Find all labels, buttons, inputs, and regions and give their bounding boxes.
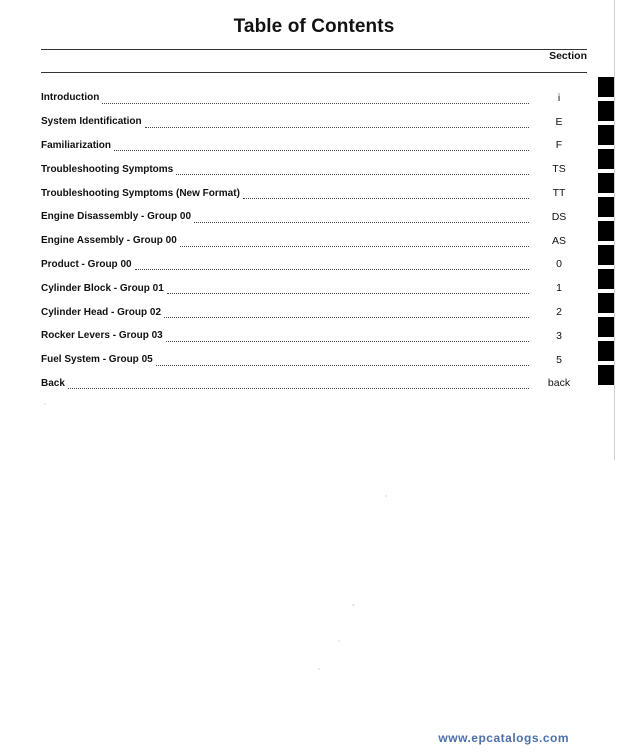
dot-leader xyxy=(180,237,529,247)
toc-entry-title[interactable]: Fuel System - Group 05 xyxy=(41,354,153,366)
toc-entry-product[interactable] xyxy=(41,253,585,277)
dot-leader xyxy=(166,332,529,342)
section-tab-marker[interactable] xyxy=(598,125,614,145)
scan-speckle xyxy=(338,640,340,642)
dot-leader xyxy=(243,189,529,199)
toc-entry-familiarization[interactable] xyxy=(41,134,585,158)
scan-edge-line xyxy=(614,0,615,460)
section-tab-marker[interactable] xyxy=(598,245,614,265)
scan-speckle xyxy=(318,668,320,670)
toc-entry-section-code[interactable]: i xyxy=(557,91,561,104)
toc-entry-title[interactable]: Familiarization xyxy=(41,139,112,151)
section-tab-marker[interactable] xyxy=(598,101,614,121)
toc-entry-title[interactable]: Product - Group 00 xyxy=(41,258,132,270)
toc-entry-back[interactable] xyxy=(41,372,585,396)
toc-entry-engine-assembly[interactable] xyxy=(41,229,585,253)
toc-entry-title[interactable]: Cylinder Block - Group 01 xyxy=(41,282,164,294)
section-column-header: Section xyxy=(549,50,587,62)
toc-entry-cylinder-head[interactable] xyxy=(41,300,585,324)
toc-entry-troubleshooting-symptoms-new-format[interactable] xyxy=(41,181,585,205)
toc-entry-system-identification[interactable] xyxy=(41,110,585,134)
scan-speckle xyxy=(44,403,46,405)
toc-entry-section-code[interactable]: E xyxy=(555,115,563,128)
toc-entry-title[interactable]: Troubleshooting Symptoms xyxy=(41,163,174,175)
dot-leader xyxy=(176,165,529,175)
toc-entry-section-code[interactable]: back xyxy=(547,377,571,390)
dot-leader xyxy=(194,213,529,223)
dot-leader xyxy=(102,94,529,104)
header-rule-bottom xyxy=(41,72,587,73)
section-tab-marker[interactable] xyxy=(598,365,614,385)
toc-list xyxy=(41,86,585,395)
dot-leader xyxy=(156,356,529,366)
watermark-link[interactable]: www.epcatalogs.com xyxy=(438,731,569,745)
section-tab-marker[interactable] xyxy=(598,149,614,169)
section-tab-marker[interactable] xyxy=(598,221,614,241)
section-tab-marker[interactable] xyxy=(598,293,614,313)
toc-entry-section-code[interactable]: AS xyxy=(551,234,566,247)
toc-entry-section-code[interactable]: TS xyxy=(552,163,566,176)
scan-speckle xyxy=(385,495,387,497)
section-tab-marker[interactable] xyxy=(598,197,614,217)
toc-entry-troubleshooting-symptoms[interactable] xyxy=(41,157,585,181)
toc-entry-title[interactable]: Engine Assembly - Group 00 xyxy=(41,235,177,247)
toc-entry-engine-disassembly[interactable] xyxy=(41,205,585,229)
toc-entry-section-code[interactable]: 3 xyxy=(556,329,562,342)
toc-entry-title[interactable]: System Identification xyxy=(41,116,142,128)
toc-entry-section-code[interactable]: F xyxy=(555,139,563,152)
section-tab-marker[interactable] xyxy=(598,269,614,289)
toc-entry-section-code[interactable]: 1 xyxy=(556,282,562,295)
toc-entry-section-code[interactable]: 2 xyxy=(556,306,562,319)
toc-entry-title[interactable]: Rocker Levers - Group 03 xyxy=(41,330,163,342)
toc-entry-section-code[interactable]: 5 xyxy=(556,353,562,366)
toc-entry-section-code[interactable]: TT xyxy=(552,187,566,200)
section-tab-marker[interactable] xyxy=(598,317,614,337)
section-tab-marker[interactable] xyxy=(598,77,614,97)
scan-speckle xyxy=(352,604,355,606)
toc-entry-cylinder-block[interactable] xyxy=(41,276,585,300)
dot-leader xyxy=(68,379,529,389)
toc-entry-title[interactable]: Troubleshooting Symptoms (New Format) xyxy=(41,187,240,199)
toc-entry-introduction[interactable] xyxy=(41,86,585,110)
section-tab-marker[interactable] xyxy=(598,341,614,361)
toc-entry-rocker-levers[interactable] xyxy=(41,324,585,348)
page-title: Table of Contents xyxy=(233,16,395,37)
toc-entry-title[interactable]: Engine Disassembly - Group 00 xyxy=(41,211,192,223)
toc-entry-title[interactable]: Introduction xyxy=(41,92,100,104)
section-tab-marker[interactable] xyxy=(598,173,614,193)
toc-entry-section-code[interactable]: 0 xyxy=(556,258,562,271)
dot-leader xyxy=(114,141,529,151)
toc-entry-title[interactable]: Back xyxy=(41,377,65,389)
toc-entry-title[interactable]: Cylinder Head - Group 02 xyxy=(41,306,162,318)
toc-entry-section-code[interactable]: DS xyxy=(551,210,567,223)
dot-leader xyxy=(167,284,529,294)
dot-leader xyxy=(164,308,529,318)
header-rule-top xyxy=(41,49,587,50)
dot-leader xyxy=(145,118,529,128)
toc-entry-fuel-system[interactable] xyxy=(41,348,585,372)
dot-leader xyxy=(135,260,529,270)
